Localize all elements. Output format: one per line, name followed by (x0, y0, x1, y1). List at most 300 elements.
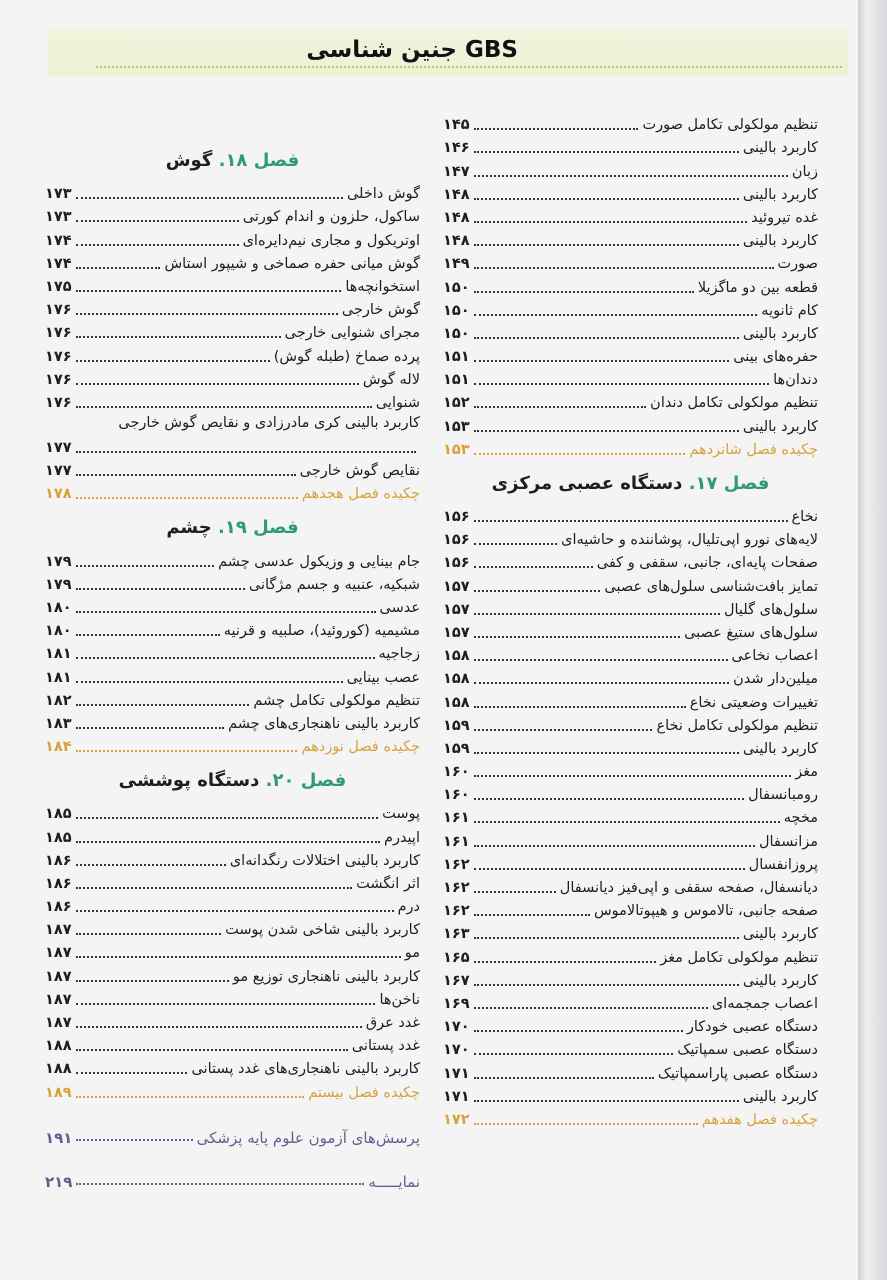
toc-entry-page: ۱۵۹ (443, 717, 470, 734)
leader-dots (474, 221, 748, 223)
toc-entry-page: ۱۸۳ (45, 715, 72, 732)
toc-entry-title: پرده صماخ (طبله گوش) (273, 348, 420, 365)
leader-dots (474, 198, 739, 200)
toc-entry-title: چکیده فصل هفدهم (701, 1111, 818, 1128)
toc-entry-title: تغییرات وضعیتی نخاع (689, 694, 818, 711)
toc-entry-title: صفحه جانبی، تالاموس و هیپوتالاموس (593, 903, 818, 920)
toc-entry-title: ناخن‌ها (379, 991, 420, 1008)
leader-dots (76, 750, 298, 752)
toc-entry-title: میلین‌دار شدن (733, 671, 818, 688)
toc-entry-page: ۱۶۱ (443, 810, 470, 827)
toc-entry[interactable] (443, 1037, 818, 1060)
toc-entry-title: چکیده فصل نوزدهم (301, 739, 420, 756)
toc-entry[interactable] (45, 894, 420, 917)
toc-entry[interactable] (45, 801, 420, 824)
leader-dots (474, 891, 556, 893)
chapter-19-title: چشم (166, 517, 212, 539)
toc-entry-title: مو (404, 945, 420, 962)
toc-entry-title: اعصاب نخاعی (731, 648, 818, 665)
toc-entry[interactable] (443, 620, 818, 643)
toc-entry-title: تنظیم مولکولی تکامل دندان (650, 395, 818, 412)
toc-entry-title: زجاجیه (378, 646, 420, 663)
toc-entry[interactable] (45, 940, 420, 963)
chapter-18-number: فصل ۱۸. (218, 150, 300, 171)
toc-entry-page: ۱۶۷ (443, 972, 470, 989)
toc-entry[interactable] (45, 458, 420, 481)
leader-dots (474, 845, 755, 847)
toc-entry[interactable] (45, 618, 420, 641)
toc-entry[interactable] (45, 390, 420, 413)
toc-entry-page: ۱۵۶ (443, 509, 470, 525)
toc-entry-title: عدسی (379, 600, 420, 616)
toc-entry-title: نمایـــــه (368, 1172, 420, 1191)
toc-entry-title: گوش میانی حفره صماخی و شیپور استاش (164, 255, 420, 272)
toc-entry-page: ۱۸۷ (45, 922, 72, 939)
toc-entry-title: پروزانفسال (748, 856, 818, 873)
toc-entry-page: ۱۵۷ (443, 578, 470, 595)
toc-entry-title: دیانسفال، صفحه سقفی و اپی‌فیز دیانسفال (559, 880, 818, 896)
toc-entry[interactable] (45, 963, 420, 986)
toc-entry-page: ۱۴۷ (443, 163, 470, 180)
leader-dots (76, 360, 270, 362)
toc-entry-page: ۱۸۴ (45, 739, 72, 756)
toc-entry-page: ۱۶۳ (443, 926, 470, 943)
toc-entry[interactable] (443, 968, 818, 991)
toc-entry[interactable] (45, 641, 420, 664)
toc-entry[interactable] (443, 852, 818, 875)
toc-entry-page: ۱۵۰ (443, 279, 470, 296)
toc-entry[interactable] (443, 112, 818, 135)
toc-entry-title: پرسش‌های آزمون علوم پایه پزشکی (196, 1128, 420, 1147)
leader-dots (474, 868, 745, 870)
toc-entry-page: ۱۸۵ (45, 829, 72, 846)
toc-entry-page: ۱۹۱ (45, 1128, 73, 1147)
toc-entry[interactable] (443, 991, 818, 1014)
toc-entry[interactable] (45, 711, 420, 734)
leader-dots (474, 914, 590, 916)
toc-entry-title: استخوانچه‌ها (345, 278, 420, 295)
toc-entry[interactable] (443, 550, 818, 573)
toc-entry-title: کاربرد بالینی (742, 140, 818, 157)
toc-entry[interactable] (443, 713, 818, 736)
leader-dots (76, 1139, 192, 1141)
toc-entry-title: اعصاب جمجمه‌ای (711, 995, 818, 1012)
toc-entry-page: ۱۷۶ (45, 394, 72, 411)
toc-entry-chapter-summary[interactable] (443, 1107, 818, 1130)
leader-dots (76, 406, 372, 408)
toc-entry-title: دستگاه عصبی سمپاتیک (677, 1042, 818, 1059)
leader-dots (76, 565, 215, 567)
toc-entry-exam-questions[interactable] (45, 1121, 420, 1147)
leader-dots (474, 752, 739, 754)
toc-entry-page: ۱۶۵ (443, 949, 470, 966)
toc-entry[interactable] (45, 251, 420, 274)
leader-dots (474, 937, 739, 939)
toc-entry-page: ۱۸۸ (45, 1061, 72, 1078)
toc-entry-title: سلول‌های گلیال (723, 601, 818, 618)
toc-entry-page: ۱۵۸ (443, 671, 470, 688)
chapter-17-number: فصل ۱۷. (688, 472, 770, 494)
toc-entry-page: ۱۷۵ (45, 278, 72, 295)
leader-dots (76, 956, 401, 958)
toc-entry-page: ۱۸۵ (45, 806, 72, 823)
leader-dots (474, 453, 686, 455)
toc-entry-chapter-summary[interactable] (45, 481, 420, 504)
leader-dots (76, 267, 161, 269)
toc-entry[interactable] (443, 321, 818, 344)
toc-entry-page: ۱۵۹ (443, 740, 470, 757)
toc-entry-page: ۱۸۷ (45, 1015, 72, 1031)
toc-entry[interactable] (443, 643, 818, 666)
toc-entry-title: تمایز بافت‌شناسی سلول‌های عصبی (604, 578, 818, 595)
toc-entry-page: ۱۴۸ (443, 209, 470, 226)
toc-entry-page: ۱۷۶ (45, 348, 72, 365)
leader-dots (474, 1077, 654, 1079)
leader-dots (474, 314, 758, 316)
toc-entry-title: کاربرد بالینی اختلالات رنگدانه‌ای (229, 852, 420, 869)
toc-entry[interactable] (443, 759, 818, 782)
toc-entry-title: مغز (795, 764, 818, 781)
toc-entry-title: کاربرد بالینی ناهنجاری‌های غدد پستانی (191, 1061, 420, 1078)
toc-entry-title: کاربرد بالینی شاخی شدن پوست (225, 922, 420, 939)
toc-entry[interactable] (443, 573, 818, 596)
toc-entry-title: ساکول، حلزون و اندام کورتی (242, 209, 420, 226)
leader-dots (76, 1096, 305, 1098)
toc-entry[interactable] (443, 135, 818, 158)
toc-entry-page: ۱۸۶ (45, 899, 72, 916)
toc-entry-title: دندان‌ها (773, 372, 818, 389)
toc-entry[interactable] (45, 274, 420, 297)
toc-entry[interactable] (45, 413, 420, 458)
toc-entry-page: ۱۶۹ (443, 995, 470, 1012)
toc-entry-title: کاربرد بالینی (742, 325, 818, 342)
toc-entry[interactable] (443, 805, 818, 828)
leader-dots (474, 659, 728, 661)
toc-entry[interactable] (45, 297, 420, 320)
leader-dots (474, 984, 739, 986)
toc-entry[interactable] (443, 413, 818, 436)
toc-entry[interactable] (45, 367, 420, 390)
toc-entry-page: ۱۴۵ (443, 117, 470, 134)
toc-entry-page: ۱۵۶ (443, 555, 470, 572)
toc-entry-index[interactable] (45, 1165, 420, 1191)
leader-dots (474, 520, 788, 522)
leader-dots (474, 1007, 708, 1009)
header-dotted-rule (96, 66, 842, 68)
toc-entry[interactable] (443, 944, 818, 967)
leader-dots (474, 430, 739, 432)
toc-entry[interactable] (443, 390, 818, 413)
toc-entry[interactable] (45, 688, 420, 711)
toc-entry-title: پوست (382, 806, 420, 823)
toc-entry-page: ۱۷۷ (45, 463, 72, 480)
toc-entry-title: کاربرد بالینی ناهنجاری توزیع مو (232, 968, 420, 985)
toc-entry-title: تنظیم مولکولی تکامل مغز (660, 949, 818, 966)
leader-dots (474, 360, 730, 362)
toc-entry-page: ۱۸۶ (45, 875, 72, 892)
leader-dots (474, 1053, 674, 1055)
toc-entry-page: ۱۷۹ (45, 576, 72, 593)
toc-entry-page: ۱۷۷ (45, 440, 72, 457)
leader-dots (76, 1183, 364, 1185)
toc-entry-page: ۱۷۸ (45, 486, 72, 503)
toc-entry-page: ۱۴۸ (443, 233, 470, 250)
toc-entry-title: دستگاه عصبی خودکار (686, 1019, 818, 1036)
leader-dots (76, 588, 245, 590)
leader-dots (76, 864, 226, 866)
toc-entry[interactable] (45, 572, 420, 595)
toc-entry-page: ۱۷۴ (45, 255, 72, 272)
toc-chapter16-continued (443, 112, 818, 460)
leader-dots (76, 1072, 188, 1074)
toc-entry-page: ۱۵۸ (443, 648, 470, 665)
toc-entry-title: غدد عرق (365, 1015, 420, 1031)
toc-entry-page: ۱۷۱ (443, 1088, 470, 1105)
leader-dots (76, 1049, 348, 1051)
toc-entry-page: ۱۵۱ (443, 372, 470, 389)
toc-entry-page: ۱۶۲ (443, 903, 470, 920)
leader-dots (474, 566, 593, 568)
toc-entry[interactable] (45, 595, 420, 618)
toc-entry[interactable] (443, 504, 818, 527)
toc-entry[interactable] (45, 1056, 420, 1079)
chapter-20-number: فصل ۲۰. (265, 770, 347, 792)
toc-entry[interactable] (45, 204, 420, 227)
toc-entry-page: ۱۷۶ (45, 371, 72, 388)
chapter-17-heading (443, 466, 818, 502)
toc-entry[interactable] (443, 182, 818, 205)
toc-entry-title: دستگاه عصبی پاراسمپاتیک (657, 1065, 818, 1082)
toc-entry-title: کاربرد بالینی (742, 418, 818, 435)
toc-entry-chapter-summary[interactable] (443, 437, 818, 460)
toc-entry-title: تنظیم مولکولی تکامل چشم (253, 692, 420, 709)
toc-entry-page: ۱۴۹ (443, 256, 470, 273)
toc-entry-page: ۱۷۴ (45, 232, 72, 249)
toc-entry-page: ۱۵۱ (443, 349, 470, 366)
toc-entry-page: ۱۷۹ (45, 553, 72, 570)
leader-dots (76, 980, 229, 982)
toc-entry-page: ۱۷۰ (443, 1019, 470, 1036)
toc-entry[interactable] (443, 689, 818, 712)
leader-dots (474, 636, 681, 638)
toc-entry-title: چکیده فصل هجدهم (301, 486, 420, 503)
toc-entry[interactable] (443, 666, 818, 689)
toc-entry[interactable] (443, 527, 818, 550)
toc-entry[interactable] (443, 875, 818, 898)
toc-entry[interactable] (443, 828, 818, 851)
toc-entry-title: غدد پستانی (351, 1038, 420, 1055)
toc-entry-page: ۱۵۸ (443, 694, 470, 711)
leader-dots (474, 406, 647, 408)
toc-entry-page: ۱۷۳ (45, 209, 72, 226)
leader-dots (474, 291, 694, 293)
toc-entry[interactable] (45, 343, 420, 366)
toc-entry-page: ۱۷۳ (45, 186, 72, 203)
leader-dots (76, 451, 416, 453)
toc-entry-title: مشیمیه (کوروئید)، صلبیه و قرنیه (223, 623, 420, 640)
toc-entry-page: ۱۵۶ (443, 532, 470, 549)
toc-entry[interactable] (443, 736, 818, 759)
toc-entry-page: ۱۵۳ (443, 418, 470, 435)
leader-dots (474, 775, 792, 777)
leader-dots (474, 1100, 739, 1102)
toc-entry-page: ۱۸۸ (45, 1038, 72, 1055)
toc-entry-title: کاربرد بالینی ناهنجاری‌های چشم (228, 715, 420, 732)
toc-entry[interactable] (443, 205, 818, 228)
toc-entry[interactable] (45, 987, 420, 1010)
leader-dots (76, 657, 375, 659)
leader-dots (474, 961, 657, 963)
toc-entry-page: ۱۴۶ (443, 140, 470, 157)
toc-entry[interactable] (45, 320, 420, 343)
toc-entry-title: صورت (777, 256, 818, 273)
toc-entry[interactable] (45, 227, 420, 250)
toc-entry-page: ۱۷۰ (443, 1042, 470, 1059)
toc-entry[interactable] (443, 898, 818, 921)
leader-dots (76, 220, 239, 222)
toc-entry[interactable] (443, 1084, 818, 1107)
toc-entry-title: لاله گوش (362, 371, 420, 388)
toc-entry[interactable] (443, 251, 818, 274)
toc-entry-title: سلول‌های ستیغ عصبی (684, 624, 818, 641)
toc-entry[interactable] (443, 344, 818, 367)
toc-entry-page: ۱۷۶ (45, 302, 72, 319)
toc-entry-page: ۱۶۰ (443, 787, 470, 804)
toc-entry-title: عصب بینایی (346, 669, 420, 686)
chapter-20-title: دستگاه پوششی (118, 770, 260, 792)
toc-entry[interactable] (443, 1060, 818, 1083)
toc-entry[interactable] (45, 1010, 420, 1033)
chapter-17-entries (443, 504, 818, 1130)
leader-dots (474, 682, 730, 684)
leader-dots (474, 729, 653, 731)
toc-entry-title: تنظیم مولکولی تکامل نخاع (656, 717, 818, 734)
toc-entry[interactable] (45, 917, 420, 940)
toc-entry-title: رومبانسفال (748, 787, 818, 804)
leader-dots (474, 821, 780, 823)
toc-entry-page: ۱۷۱ (443, 1065, 470, 1082)
leader-dots (474, 706, 686, 708)
leader-dots (474, 337, 739, 339)
leader-dots (76, 336, 281, 338)
leader-dots (76, 383, 359, 385)
toc-entry-page: ۱۴۸ (443, 186, 470, 203)
chapter-19-number: فصل ۱۹. (218, 517, 299, 539)
toc-entry-title: نقایص گوش خارجی (299, 463, 420, 480)
toc-entry-title: کاربرد بالینی (742, 233, 818, 250)
chapter-18-heading (45, 143, 420, 179)
leader-dots (76, 290, 342, 292)
leader-dots (76, 817, 379, 819)
toc-entry-title: گوش خارجی (341, 302, 420, 319)
toc-entry-title: جام بینایی و وزیکول عدسی چشم (218, 553, 420, 570)
toc-entry[interactable] (45, 824, 420, 847)
toc-entry-title: اپیدرم (383, 829, 420, 846)
leader-dots (76, 611, 376, 613)
chapter-20-heading (45, 763, 420, 799)
chapter-20-entries (45, 801, 420, 1102)
toc-entry[interactable] (45, 664, 420, 687)
toc-entry-page: ۱۵۷ (443, 624, 470, 641)
toc-entry[interactable] (45, 1033, 420, 1056)
toc-entry-chapter-summary[interactable] (45, 734, 420, 757)
toc-entry-page: ۱۸۰ (45, 623, 72, 640)
toc-entry[interactable] (443, 228, 818, 251)
toc-entry[interactable] (443, 274, 818, 297)
leader-dots (474, 151, 739, 153)
toc-entry[interactable] (45, 548, 420, 571)
leader-dots (76, 197, 343, 199)
toc-entry[interactable] (443, 158, 818, 181)
toc-entry-page: ۱۸۷ (45, 945, 72, 962)
leader-dots (76, 1026, 362, 1028)
chapter-18-entries-more (45, 458, 420, 504)
toc-entry-title: کام ثانویه (761, 302, 818, 319)
toc-entry-page: ۱۸۱ (45, 646, 72, 663)
toc-entry-title: شنوایی (375, 394, 420, 411)
toc-entry[interactable] (443, 298, 818, 321)
leader-dots (76, 841, 380, 843)
leader-dots (76, 244, 239, 246)
toc-entry[interactable] (443, 597, 818, 620)
toc-entry[interactable] (443, 1014, 818, 1037)
toc-entry-page: ۱۷۶ (45, 325, 72, 342)
toc-entry-title: کاربرد بالینی کری مادرزادی و نقایص گوش خارجی (118, 414, 420, 431)
toc-entry[interactable] (45, 181, 420, 204)
leader-dots (474, 798, 745, 800)
toc-entry-page: ۱۸۲ (45, 692, 72, 709)
toc-entry-title: لایه‌های نورو اپی‌تلیال، پوشاننده و حاشیه‌ای (561, 532, 818, 549)
toc-entry-title: گوش داخلی (346, 186, 420, 203)
toc-entry-title: مخچه (783, 810, 818, 827)
leader-dots (76, 1003, 376, 1005)
toc-entry-page: ۱۸۰ (45, 600, 72, 616)
leader-dots (76, 933, 222, 935)
leader-dots (474, 543, 558, 545)
leader-dots (474, 267, 774, 269)
leader-dots (76, 727, 225, 729)
leader-dots (76, 313, 338, 315)
toc-entry[interactable] (443, 367, 818, 390)
toc-entry-title: چکیده فصل بیستم (308, 1084, 420, 1101)
chapter-19-entries (45, 548, 420, 757)
leader-dots (474, 383, 770, 385)
toc-entry-page: ۱۶۰ (443, 764, 470, 781)
leader-dots (474, 613, 720, 615)
toc-entry-title: نخاع (791, 509, 818, 525)
toc-entry-title: مزانسفال (758, 833, 818, 850)
toc-entry[interactable] (443, 782, 818, 805)
chapter-18-entries (45, 181, 420, 413)
toc-entry-title: مجرای شنوایی خارجی (284, 325, 420, 342)
toc-entry-page: ۱۸۹ (45, 1084, 72, 1101)
toc-entry[interactable] (45, 848, 420, 871)
toc-entry[interactable] (45, 871, 420, 894)
chapter-17-title: دستگاه عصبی مرکزی (491, 472, 683, 494)
toc-entry-title: قطعه بین دو ماگزیلا (697, 279, 818, 296)
toc-entry-page: ۱۷۲ (443, 1111, 470, 1128)
toc-entry-title: زبان (791, 163, 818, 180)
toc-entry[interactable] (443, 921, 818, 944)
leader-dots (76, 474, 296, 476)
toc-entry-page: ۱۵۲ (443, 395, 470, 412)
toc-entry-title: حفره‌های بینی (733, 349, 818, 366)
leader-dots (76, 681, 343, 683)
leader-dots (76, 704, 250, 706)
toc-entry-chapter-summary[interactable] (45, 1079, 420, 1102)
leader-dots (474, 175, 788, 177)
toc-entry-title: چکیده فصل شانزدهم (689, 441, 818, 458)
